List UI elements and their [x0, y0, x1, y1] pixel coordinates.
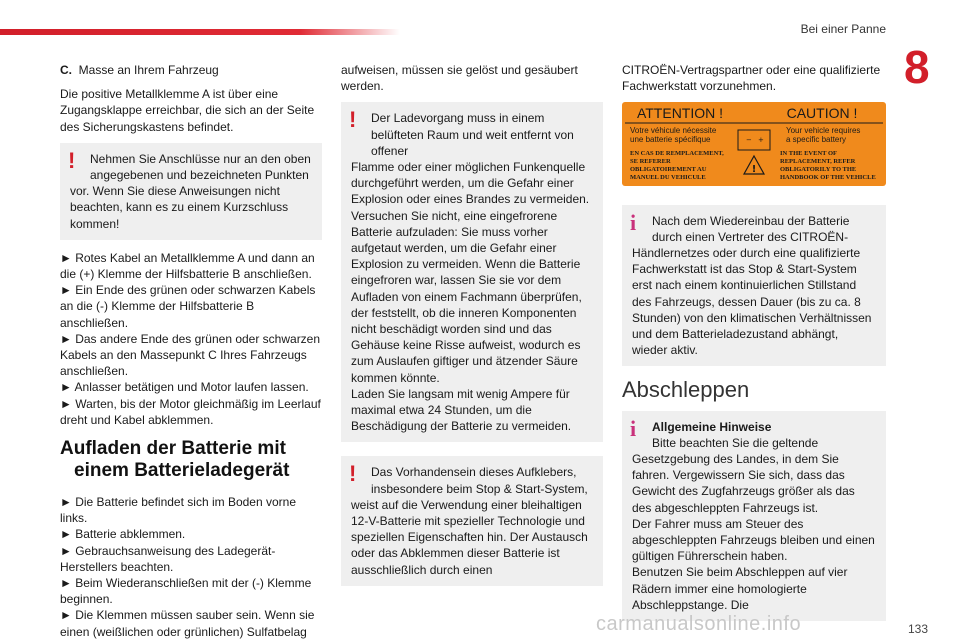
info-title: Allgemeine Hinweise	[652, 419, 772, 434]
paragraph-terminal-a: Die positive Metallklemme A ist über eine Zugangsklappe erreichbar, die sich an der Seite des Sicherungskastens befindet.	[60, 87, 315, 134]
warning-text: vor. Wenn Sie diese Anweisungen nicht beachten, kann es zu einem Kurzschluss kommen!	[70, 184, 289, 231]
item-c-text: Masse an Ihrem Fahrzeug	[78, 63, 219, 77]
label-en-block: REPLACEMENT, REFER	[780, 158, 856, 166]
info-text: Gesetzgebung des Landes, in dem Sie fahren. Vergewissern Sie sich, dass das Gewicht des Zugfahrzeugs größer als das des abgeschleppten Fahrzeugs ist.	[632, 452, 855, 515]
label-fr-block: EN CAS DE REMPLACEMENT,	[630, 150, 724, 158]
column-middle	[341, 62, 603, 596]
item-c	[60, 62, 322, 78]
header-red-stripe	[0, 29, 400, 35]
label-fr-block: MANUEL DU VEHICULE	[630, 174, 706, 182]
warning-text: weist auf die Verwendung einer bleihaltigen 12-V-Batterie mit spezieller Technologie und speziellen Eigenschaften hin. Der Austausch oder das Abklemmen dieser Batterie ist ausschließlich durch einen	[351, 497, 588, 577]
heading-charging	[60, 438, 322, 482]
step-item: ► Gebrauchsanweisung des Ladegerät-Herstellers beachten.	[60, 543, 276, 574]
warning-note-connections	[60, 143, 322, 240]
step-item: ► Beim Wiederanschließen mit der (-) Klemme beginnen.	[60, 576, 312, 607]
warning-icon: !	[349, 107, 357, 133]
heading-line: einem Batterieladegerät	[74, 460, 290, 482]
label-fr-title: ATTENTION !	[636, 105, 724, 122]
warning-note-sticker	[341, 456, 603, 585]
page-number: 133	[907, 622, 928, 636]
step-item: ► Anlasser betätigen und Motor laufen lassen.	[60, 380, 309, 395]
label-en-line: Your vehicle requires	[786, 126, 861, 136]
label-en-block: IN THE EVENT OF	[780, 150, 838, 158]
watermark: carmanualsonline.info	[596, 613, 802, 635]
step-item: ► Batterie abklemmen.	[60, 527, 186, 542]
warning-first-line: Nehmen Sie Anschlüsse nur an den oben angegebenen und bezeichneten Punkten	[90, 151, 311, 183]
label-en-line: a specific battery	[786, 135, 847, 145]
warning-first-line: Der Ladevorgang muss in einem belüfteten Raum und weit entfernt von offener	[371, 111, 574, 158]
label-fr-block: SE REFERER	[630, 158, 671, 166]
info-text: Benutzen Sie beim Abschleppen auf vier Rädern immer eine homologierte Abschleppstange. Die	[632, 565, 848, 612]
step-item: ► Die Klemmen müssen sauber sein. Wenn sie einen (weißlichen oder grünlichen) Sulfatbelag	[60, 608, 315, 639]
section-title: Bei einer Panne	[800, 22, 886, 36]
battery-warning-label	[622, 102, 886, 190]
item-c-label: C.	[60, 63, 72, 77]
column-right	[622, 62, 886, 631]
warning-first-line: Das Vorhandensein dieses Aufklebers, insbesondere beim Stop & Start-System,	[371, 465, 588, 496]
step-item: ► Das andere Ende des grünen oder schwarzen Kabels an den Massepunkt C Ihres Fahrzeugs anschließen.	[60, 331, 321, 379]
warning-icon: !	[349, 461, 357, 487]
label-fr-line: une batterie spécifique	[630, 135, 711, 145]
paragraph-continuation: CITROËN-Vertragspartner oder eine qualifizierte Fachwerkstatt vorzunehmen.	[622, 63, 881, 94]
header-bar	[0, 0, 960, 34]
step-item: ► Warten, bis der Motor gleichmäßig im Leerlauf dreht und Kabel abklemmen.	[60, 396, 321, 427]
info-text: Händlernetzes oder durch eine qualifizierte Fachwerkstatt ist das Stop & Start-System erst nach einem kontinuierlichen Stillstand des Fahrzeugs, dessen Dauer (bis zu ca. 8 Stunden) von den klimatischen Verhältnissen und dem Batterieladezustand abhängt, wieder aktiv.	[632, 246, 872, 358]
warning-text-tail: Laden Sie langsam mit wenig Ampere für maximal etwa 24 Stunden, um die Beschädigung der Batterie zu vermeiden.	[351, 386, 572, 434]
chapter-number: 8	[904, 41, 930, 93]
info-icon: i	[630, 415, 637, 441]
label-en-block: OBLIGATORILY TO THE	[780, 166, 857, 174]
steps-list	[60, 250, 322, 428]
warning-text: Flamme oder einer möglichen Funkenquelle durchgeführt werden, um die Gefahr einer Explosion oder eines Brandes zu vermeiden. Versuchen Sie nicht, eine eingefrorene Batterie aufzuladen: Sie muss vorher aufgetaut werden, um die Gefahr einer Explosion zu vermeiden. Wenn die Batterie eingefroren war, lassen Sie sie vor dem Aufladen von einem Fachmann überprüfen, der feststellt, ob die inneren Komponenten nicht beschädigt worden sind und das Gehäuse keine Risse aufweist, wodurch es zum Auslaufen giftiger und ätzender Säure kommen könnte.	[351, 160, 590, 385]
info-note-stop-start	[622, 205, 886, 367]
warning-icon: !	[68, 147, 76, 173]
step-item: ► Ein Ende des grünen oder schwarzen Kabels an die (-) Klemme der Hilfsbatterie B anschließen.	[60, 283, 316, 330]
step-item: ► Rotes Kabel an Metallklemme A und dann an die (+) Klemme der Hilfsbatterie B anschließen.	[60, 250, 315, 282]
heading-line: Aufladen der Batterie mit	[60, 438, 286, 460]
label-fr-line: Votre véhicule nécessite	[630, 126, 717, 136]
caution-exclamation-icon: !	[751, 164, 757, 176]
column-left	[60, 62, 322, 640]
charging-steps-list	[60, 494, 322, 640]
label-en-title: CAUTION !	[786, 105, 858, 122]
info-icon: i	[630, 209, 637, 235]
step-item: ► Die Batterie befindet sich im Boden vorne links.	[60, 495, 296, 526]
battery-label-graphic	[622, 102, 886, 186]
label-en-block: HANDBOOK OF THE VEHICLE	[780, 174, 876, 182]
battery-terminal-minus: −	[746, 136, 752, 145]
heading-towing: Abschleppen	[622, 377, 750, 403]
battery-terminal-plus: +	[758, 136, 764, 145]
paragraph-continuation: aufweisen, müssen sie gelöst und gesäubert werden.	[341, 63, 578, 94]
info-text: Der Fahrer muss am Steuer des abgeschleppten Fahrzeugs bleiben und einen gültigen Führerschein haben.	[632, 516, 875, 564]
info-first-line: Nach dem Wiedereinbau der Batterie durch einen Vertreter des CITROËN-	[652, 213, 850, 244]
info-first-line: Bitte beachten Sie die geltende	[652, 435, 819, 450]
warning-note-charging	[341, 102, 603, 442]
info-note-general	[622, 411, 886, 621]
label-fr-block: OBLIGATOIREMENT AU	[630, 166, 707, 174]
